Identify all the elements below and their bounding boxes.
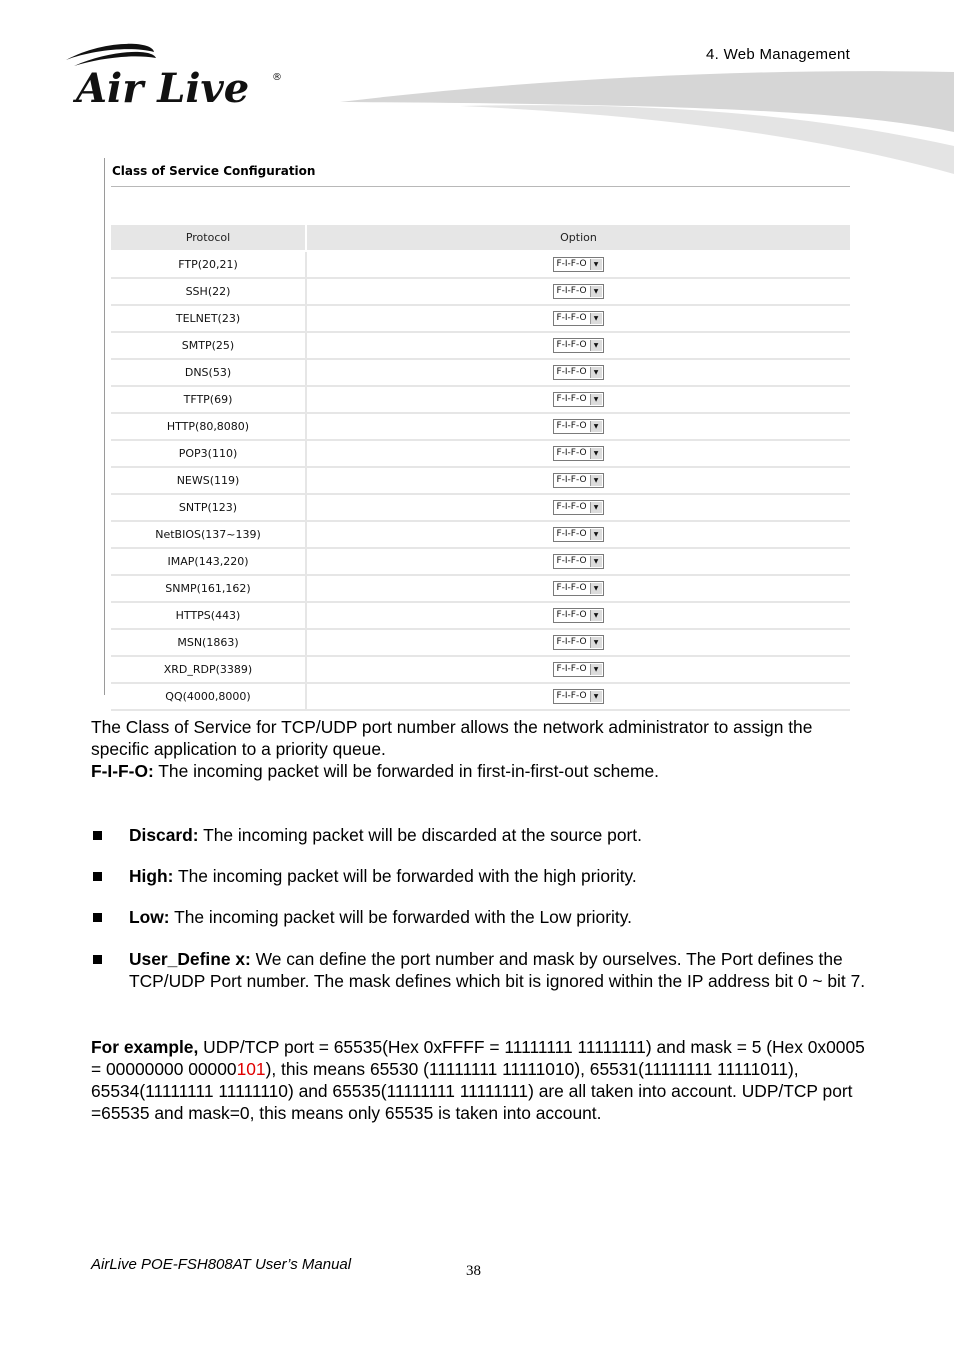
protocol-cell: HTTPS(443) — [111, 602, 306, 629]
chevron-down-icon[interactable]: ▼ — [590, 421, 602, 432]
option-select-value: F-I-F-O — [556, 583, 587, 593]
option-select-value: F-I-F-O — [556, 394, 587, 404]
option-select-value: F-I-F-O — [556, 529, 587, 539]
protocol-cell: SNTP(123) — [111, 494, 306, 521]
airlive-logo — [62, 42, 292, 112]
table-header-row — [111, 225, 850, 251]
option-cell — [306, 683, 850, 710]
chevron-down-icon[interactable]: ▼ — [590, 691, 602, 702]
option-cell — [306, 656, 850, 683]
option-select[interactable] — [553, 473, 603, 488]
intro-paragraph — [91, 716, 871, 782]
screenshot-border — [104, 158, 105, 695]
bullet-label: Discard: — [129, 825, 199, 845]
option-cell — [306, 440, 850, 467]
chevron-down-icon[interactable]: ▼ — [590, 340, 602, 351]
table-row — [111, 251, 850, 278]
option-select-value: F-I-F-O — [556, 637, 587, 647]
option-select[interactable] — [553, 365, 603, 380]
option-cell — [306, 494, 850, 521]
table-row — [111, 521, 850, 548]
option-select[interactable] — [553, 662, 603, 677]
example-text-1: UDP/TCP port = 65535(Hex 0xFFFF = 11111111 11111111) and mask = 5 (Hex 0x0005 = 00000000 00000 — [91, 1037, 865, 1079]
column-header-protocol: Protocol — [111, 225, 306, 251]
option-cell — [306, 413, 850, 440]
option-select[interactable] — [553, 554, 603, 569]
option-select-value: F-I-F-O — [556, 556, 587, 566]
bullet-square-icon — [93, 831, 102, 840]
option-cell — [306, 251, 850, 278]
protocol-cell: QQ(4000,8000) — [111, 683, 306, 710]
option-select[interactable] — [553, 257, 603, 272]
protocol-cell: DNS(53) — [111, 359, 306, 386]
option-cell — [306, 602, 850, 629]
cos-config-screenshot — [104, 158, 856, 703]
option-select[interactable] — [553, 689, 603, 704]
example-paragraph — [91, 1036, 866, 1124]
chevron-down-icon[interactable]: ▼ — [590, 475, 602, 486]
option-select-value: F-I-F-O — [556, 313, 587, 323]
fifo-label: F-I-F-O: — [91, 761, 154, 781]
option-select-value: F-I-F-O — [556, 691, 587, 701]
option-cell — [306, 467, 850, 494]
protocol-cell: POP3(110) — [111, 440, 306, 467]
table-row — [111, 413, 850, 440]
chevron-down-icon[interactable]: ▼ — [590, 556, 602, 567]
bullet-text: The incoming packet will be forwarded with the high priority. — [173, 866, 637, 886]
protocol-cell: SNMP(161,162) — [111, 575, 306, 602]
bullet-square-icon — [93, 955, 102, 964]
protocol-cell: FTP(20,21) — [111, 251, 306, 278]
bullet-square-icon — [93, 913, 102, 922]
chevron-down-icon[interactable]: ▼ — [590, 502, 602, 513]
bullet-square-icon — [93, 872, 102, 881]
table-row — [111, 629, 850, 656]
example-highlight: 101 — [236, 1059, 266, 1079]
table-row — [111, 575, 850, 602]
option-select[interactable] — [553, 608, 603, 623]
chevron-down-icon[interactable]: ▼ — [590, 529, 602, 540]
table-row — [111, 656, 850, 683]
table-row — [111, 305, 850, 332]
option-select-value: F-I-F-O — [556, 259, 587, 269]
chevron-down-icon[interactable]: ▼ — [590, 664, 602, 675]
chapter-heading: 4. Web Management — [706, 46, 851, 63]
cos-table — [111, 225, 850, 711]
table-row — [111, 467, 850, 494]
option-select-value: F-I-F-O — [556, 340, 587, 350]
protocol-cell: IMAP(143,220) — [111, 548, 306, 575]
example-label: For example, — [91, 1037, 199, 1057]
option-cell — [306, 359, 850, 386]
chevron-down-icon[interactable]: ▼ — [590, 259, 602, 270]
option-cell — [306, 386, 850, 413]
option-select[interactable] — [553, 635, 603, 650]
option-select-value: F-I-F-O — [556, 286, 587, 296]
option-select[interactable] — [553, 500, 603, 515]
protocol-cell: XRD_RDP(3389) — [111, 656, 306, 683]
table-row — [111, 494, 850, 521]
chevron-down-icon[interactable]: ▼ — [590, 394, 602, 405]
protocol-cell: HTTP(80,8080) — [111, 413, 306, 440]
example-text-2: ), this means 65530 (11111111 11111010), 65531(11111111 11111011), 65534(11111111 11111110) and 65535(11111111 11111111) are all taken into account. UDP/TCP port =65535 and mask=0, this means only 65535 is taken into account. — [91, 1059, 853, 1123]
table-row — [111, 386, 850, 413]
protocol-cell: TELNET(23) — [111, 305, 306, 332]
option-cell — [306, 629, 850, 656]
registered-mark: ® — [272, 72, 282, 83]
cos-table-body — [111, 251, 850, 710]
protocol-cell: NetBIOS(137~139) — [111, 521, 306, 548]
option-select-value: F-I-F-O — [556, 367, 587, 377]
fifo-text: The incoming packet will be forwarded in first-in-first-out scheme. — [153, 761, 659, 781]
option-cell — [306, 521, 850, 548]
fifo-line — [91, 760, 871, 782]
option-cell — [306, 575, 850, 602]
protocol-cell: SMTP(25) — [111, 332, 306, 359]
bullet-label: High: — [129, 866, 174, 886]
protocol-cell: TFTP(69) — [111, 386, 306, 413]
chevron-down-icon[interactable]: ▼ — [590, 448, 602, 459]
option-cell — [306, 305, 850, 332]
option-select[interactable] — [553, 419, 603, 434]
chevron-down-icon[interactable]: ▼ — [590, 313, 602, 324]
table-row — [111, 278, 850, 305]
table-row — [111, 359, 850, 386]
option-select[interactable] — [553, 338, 603, 353]
option-select-value: F-I-F-O — [556, 448, 587, 458]
option-select[interactable] — [553, 284, 603, 299]
logo-wordmark: Air Live — [76, 65, 250, 112]
cos-config-title: Class of Service Configuration — [112, 164, 316, 178]
option-select[interactable] — [553, 392, 603, 407]
bullet-text: The incoming packet will be forwarded with the Low priority. — [169, 907, 632, 927]
bullet-label: Low: — [129, 907, 170, 927]
footer-manual-title: AirLive POE-FSH808AT User’s Manual — [91, 1256, 352, 1273]
option-select[interactable] — [553, 527, 603, 542]
table-row — [111, 440, 850, 467]
page-number: 38 — [466, 1263, 481, 1279]
option-select[interactable] — [553, 311, 603, 326]
table-row — [111, 332, 850, 359]
intro-text: The Class of Service for TCP/UDP port number allows the network administrator to assign the specific application to a priority queue. — [91, 717, 813, 759]
chevron-down-icon[interactable]: ▼ — [590, 610, 602, 621]
option-select-value: F-I-F-O — [556, 664, 587, 674]
chevron-down-icon[interactable]: ▼ — [590, 583, 602, 594]
option-cell — [306, 332, 850, 359]
option-select[interactable] — [553, 446, 603, 461]
option-select[interactable] — [553, 581, 603, 596]
table-row — [111, 602, 850, 629]
table-row — [111, 548, 850, 575]
option-cell — [306, 278, 850, 305]
option-select-value: F-I-F-O — [556, 421, 587, 431]
option-select-value: F-I-F-O — [556, 610, 587, 620]
protocol-cell: MSN(1863) — [111, 629, 306, 656]
bullet-text: We can define the port number and mask by ourselves. The Port defines the TCP/UDP Port number. The mask defines which bit is ignored within the IP address bit 0 ~ bit 7. — [129, 949, 866, 991]
option-select-value: F-I-F-O — [556, 475, 587, 485]
option-cell — [306, 548, 850, 575]
table-row — [111, 683, 850, 710]
option-select-value: F-I-F-O — [556, 502, 587, 512]
protocol-cell: NEWS(119) — [111, 467, 306, 494]
chevron-down-icon[interactable]: ▼ — [590, 637, 602, 648]
bullet-text: The incoming packet will be discarded at the source port. — [198, 825, 642, 845]
title-divider — [111, 186, 850, 187]
chevron-down-icon[interactable]: ▼ — [590, 367, 602, 378]
bullet-label: User_Define x: — [129, 949, 251, 969]
chevron-down-icon[interactable]: ▼ — [590, 286, 602, 297]
column-header-option: Option — [306, 225, 850, 251]
protocol-cell: SSH(22) — [111, 278, 306, 305]
